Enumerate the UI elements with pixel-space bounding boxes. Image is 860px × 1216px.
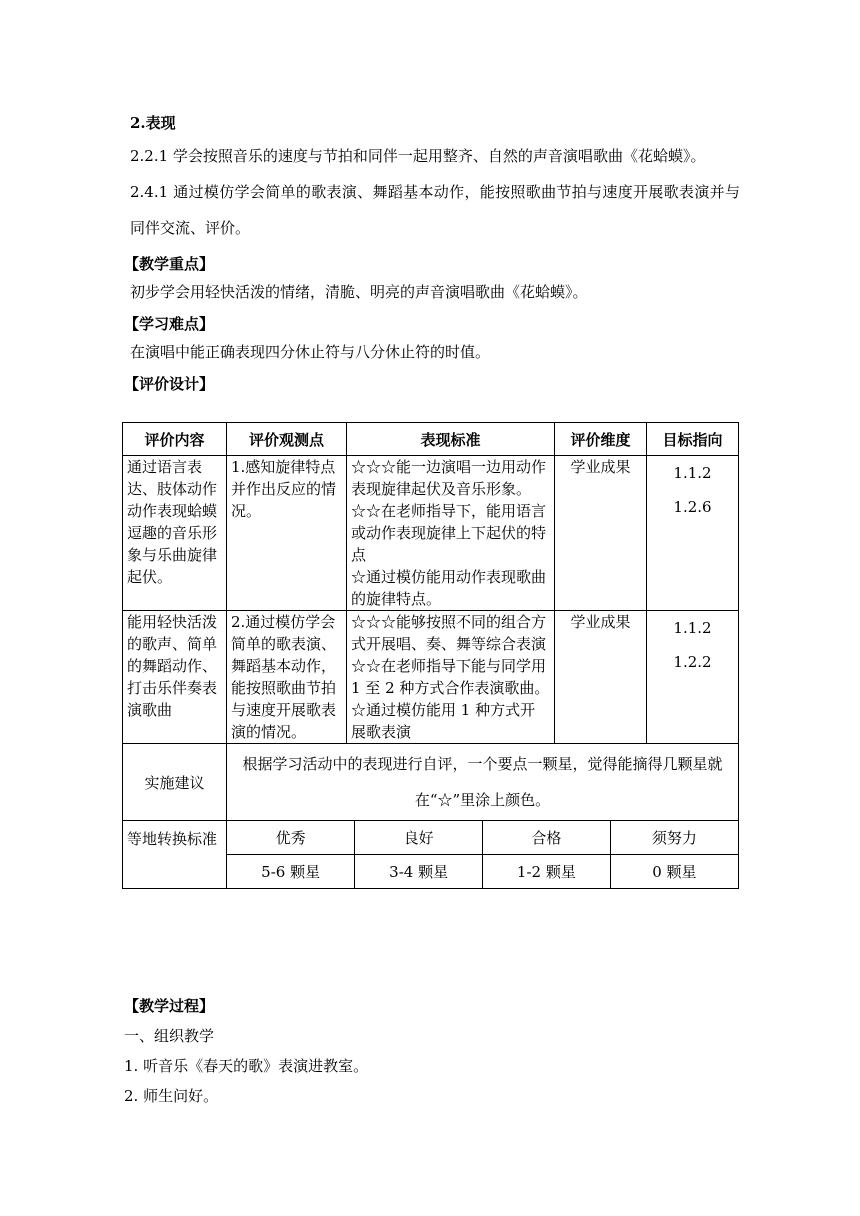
conversion-grid [227, 821, 739, 889]
dimension-cell: 学业成果 [555, 456, 647, 611]
dimension-cell: 学业成果 [555, 611, 647, 744]
standard-paragraph: 2.4.1 通过模仿学会简单的歌表演、舞蹈基本动作，能按照歌曲节拍与速度开展歌表演并与同伴交流、评价。 [130, 183, 740, 237]
eval-design-heading: 【评价设计】 [124, 375, 215, 393]
standards-cell [347, 611, 555, 744]
conversion-label: 等地转换标准 [123, 821, 227, 889]
grade-stars: 3-4 颗星 [355, 855, 483, 889]
process-step: 2. 师生问好。 [124, 1087, 219, 1105]
eval-content-cell: 能用轻快活泼的歌声、简单的舞蹈动作、打击乐伴奏表演歌曲 [123, 611, 227, 744]
standard-1-star: ☆通过模仿能用动作表现歌曲的旋律特点。 [351, 568, 547, 608]
process-step: 一、组织教学 [124, 1027, 215, 1045]
goal-code: 1.2.6 [673, 498, 712, 516]
conversion-row [123, 821, 739, 889]
difficulty-text: 在演唱中能正确表现四分休止符与八分休止符的时值。 [130, 343, 491, 361]
grade-label: 良好 [355, 821, 483, 855]
section-title: 2.表现 [130, 114, 176, 132]
process-step: 1. 听音乐《春天的歌》表演进教室。 [124, 1057, 369, 1075]
implementation-row [123, 744, 739, 821]
document-page [124, 108, 740, 398]
key-point-heading: 【教学重点】 [124, 255, 215, 273]
standards-cell [347, 456, 555, 611]
process-heading: 【教学过程】 [124, 997, 215, 1015]
header-cell: 评价内容 [123, 423, 227, 456]
standard-2-stars: ☆☆在老师指导下能与同学用 1 至 2 种方式合作表演歌曲。 [351, 657, 550, 697]
eval-content-cell: 通过语言表达、肢体动作动作表现蛤蟆逗趣的音乐形象与乐曲旋律起伏。 [123, 456, 227, 611]
header-cell: 表现标准 [347, 423, 555, 456]
difficulty-heading: 【学习难点】 [124, 315, 215, 333]
table-row [123, 611, 739, 744]
observation-cell: 2.通过模仿学会简单的歌表演、舞蹈基本动作，能按照歌曲节拍与速度开展歌表演的情况。 [227, 611, 347, 744]
teaching-process [124, 987, 740, 1111]
grade-row [227, 821, 738, 855]
goal-code: 1.2.2 [673, 653, 712, 671]
grade-label: 合格 [483, 821, 611, 855]
evaluation-table [122, 422, 739, 889]
goal-cell [647, 456, 739, 611]
standard-3-stars: ☆☆☆能够按照不同的组合方式开展唱、奏、舞等综合表演 [351, 613, 547, 653]
header-cell: 目标指向 [647, 423, 739, 456]
grade-table [227, 821, 738, 888]
key-point-text: 初步学会用轻快活泼的情绪，清脆、明亮的声音演唱歌曲《花蛤蟆》。 [130, 283, 588, 301]
grade-stars: 0 颗星 [610, 855, 738, 889]
standard-3-stars: ☆☆☆能一边演唱一边用动作表现旋律起伏及音乐形象。 [351, 458, 547, 498]
table-row [123, 456, 739, 611]
header-cell: 评价维度 [555, 423, 647, 456]
observation-cell: 1.感知旋律特点并作出反应的情况。 [227, 456, 347, 611]
grade-stars: 1-2 颗星 [483, 855, 611, 889]
grade-label: 优秀 [227, 821, 355, 855]
table-header-row [123, 423, 739, 456]
goal-code: 1.1.2 [673, 464, 712, 482]
standard-1-star: ☆通过模仿能用 1 种方式开展歌表演 [351, 701, 536, 741]
implementation-text: 根据学习活动中的表现进行自评，一个要点一颗星，觉得能摘得几颗星就在“☆”里涂上颜色。 [227, 744, 739, 821]
standard-paragraph: 2.2.1 学会按照音乐的速度与节拍和同伴一起用整齐、自然的声音演唱歌曲《花蛤蟆》。 [130, 147, 706, 165]
goal-code: 1.1.2 [673, 619, 712, 637]
implementation-label: 实施建议 [123, 744, 227, 821]
grade-label: 须努力 [610, 821, 738, 855]
goal-cell [647, 611, 739, 744]
grade-stars: 5-6 颗星 [227, 855, 355, 889]
stars-row [227, 855, 738, 889]
header-cell: 评价观测点 [227, 423, 347, 456]
standard-2-stars: ☆☆在老师指导下，能用语言或动作表现旋律上下起伏的特点 [351, 502, 547, 564]
